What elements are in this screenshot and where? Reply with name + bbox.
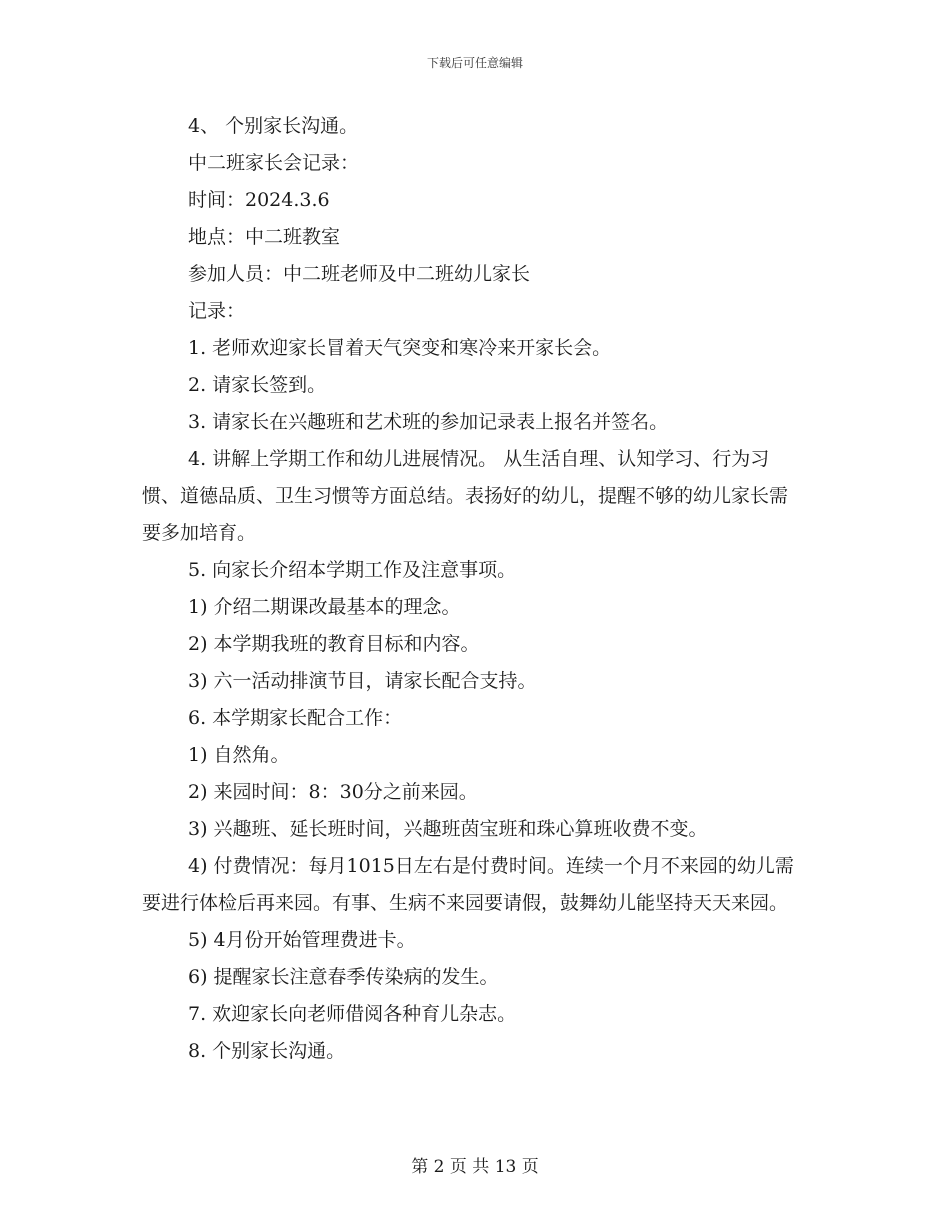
header-note: 下载后可任意编辑 [426, 56, 523, 70]
paragraph: 3. 请家长在兴趣班和艺术班的参加记录表上报名并签名。 [188, 411, 669, 433]
page-number: 第 2 页 共 13 页 [411, 1157, 539, 1177]
paragraph: 5) 4月份开始管理费进卡。 [188, 929, 416, 951]
paragraph: 时间：2024.3.6 [188, 189, 330, 211]
paragraph: 2) 本学期我班的教育目标和内容。 [188, 633, 480, 655]
paragraph: 4. 讲解上学期工作和幼儿进展情况。 从生活自理、认知学习、行为习惯、道德品质、卫生习惯等方面总结。表扬好的幼儿，提醒不够的幼儿家长需要多加培育。 [142, 448, 789, 544]
paragraph: 3) 兴趣班、延长班时间，兴趣班茵宝班和珠心算班收费不变。 [188, 818, 708, 840]
paragraph: 6. 本学期家长配合工作： [188, 707, 403, 729]
paragraph: 8. 个别家长沟通。 [188, 1040, 346, 1062]
paragraph: 4、 个别家长沟通。 [188, 115, 359, 137]
paragraph: 1) 自然角。 [188, 744, 290, 766]
paragraph: 地点：中二班教室 [188, 226, 341, 248]
paragraph: 7. 欢迎家长向老师借阅各种育儿杂志。 [188, 1003, 517, 1025]
paragraph: 3) 六一活动排演节目，请家长配合支持。 [188, 670, 537, 692]
paragraph: 2. 请家长签到。 [188, 374, 327, 396]
paragraph: 6) 提醒家长注意春季传染病的发生。 [188, 966, 499, 988]
paragraph: 记录： [188, 300, 246, 322]
paragraph: 1. 老师欢迎家长冒着天气突变和寒冷来开家长会。 [188, 337, 612, 359]
paragraph: 1) 介绍二期课改最基本的理念。 [188, 596, 461, 618]
document-body [142, 108, 806, 1070]
paragraph: 参加人员：中二班老师及中二班幼儿家长 [188, 263, 531, 285]
paragraph: 2) 来园时间：8：30分之前来园。 [188, 781, 478, 803]
paragraph: 5. 向家长介绍本学期工作及注意事项。 [188, 559, 517, 581]
paragraph: 4) 付费情况：每月1015日左右是付费时间。连续一个月不来园的幼儿需要进行体检后再来园。有事、生病不来园要请假，鼓舞幼儿能坚持天天来园。 [142, 855, 794, 914]
paragraph: 中二班家长会记录： [188, 152, 360, 174]
